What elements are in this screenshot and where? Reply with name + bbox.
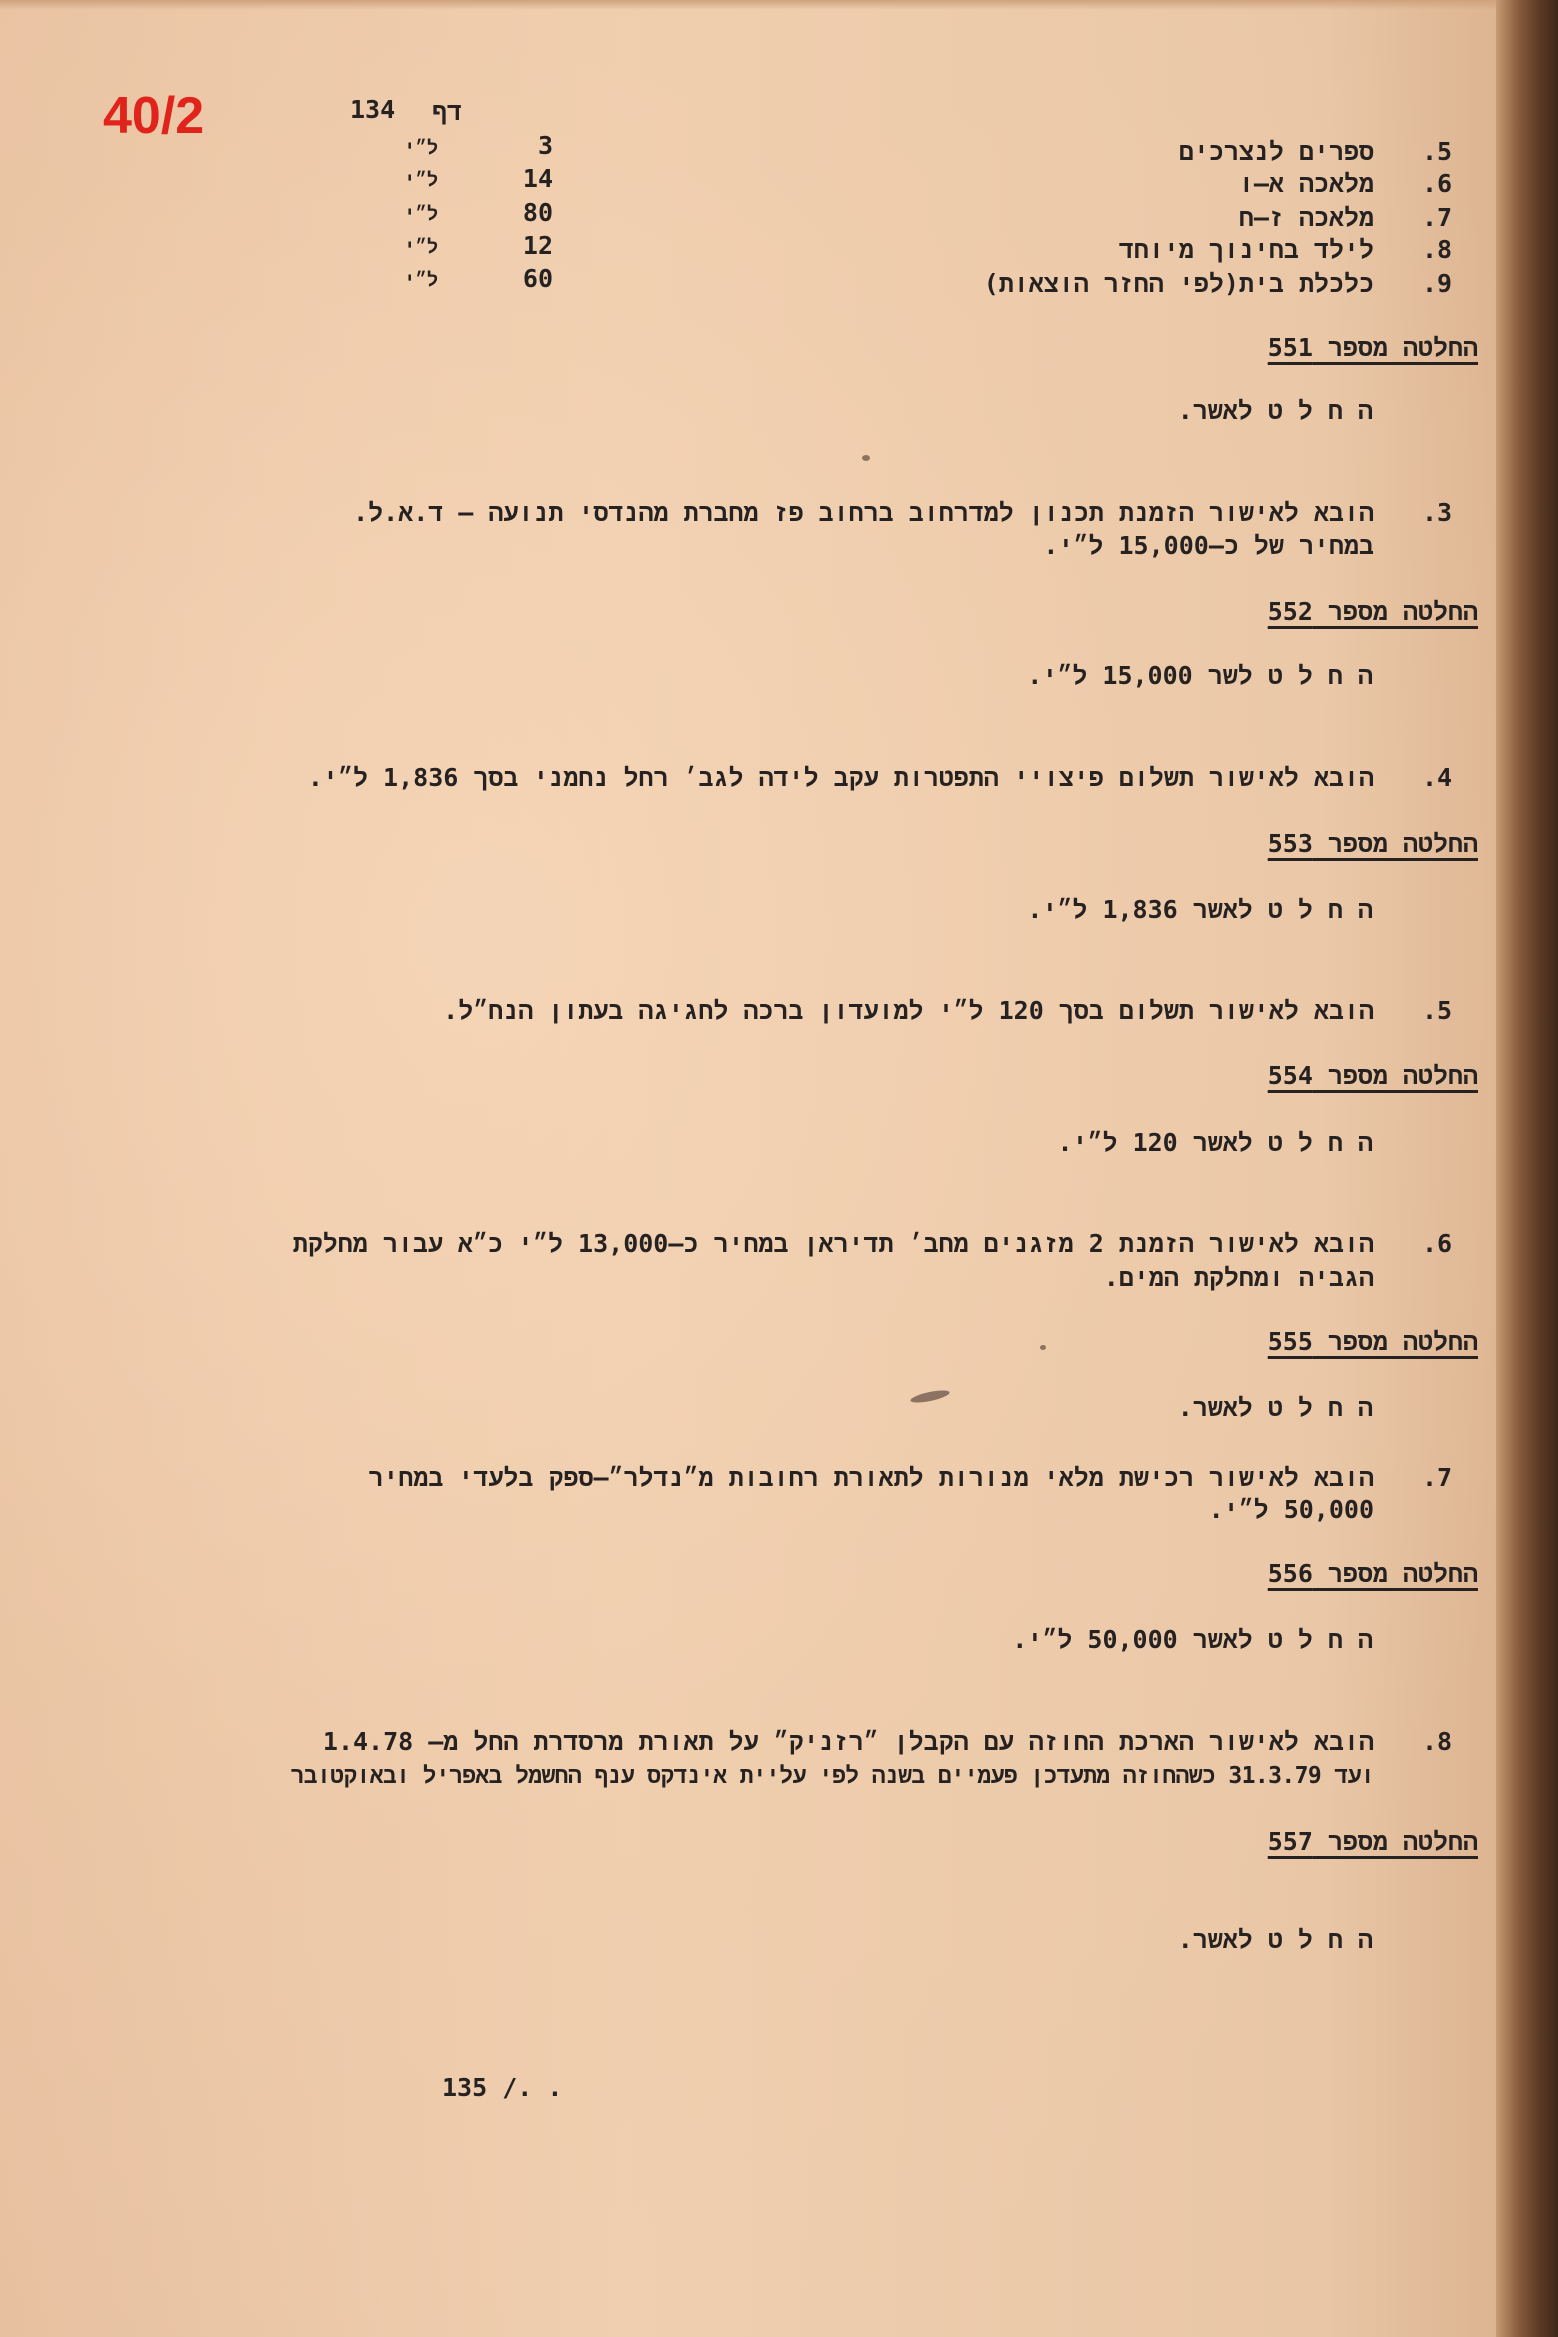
agenda-item-line: הובא לאישור רכישת מלאי מנורות לתאורת רחובות מ״נדלר״–ספק בלעדי במחיר: [368, 1463, 1374, 1492]
decision-heading: החלטה מספר 555: [1267, 1327, 1478, 1356]
agenda-item-line: הובא לאישור הזמנת 2 מזגנים מחב׳ תדיראן במחיר כ–13,000 ל״י כ״א עבור מחלקת: [292, 1229, 1374, 1258]
list-item-number: .9: [1422, 269, 1453, 298]
list-item-amount: 80: [522, 198, 553, 227]
agenda-item-number: .7: [1422, 1463, 1453, 1492]
agenda-item-number: .6: [1422, 1229, 1453, 1258]
decision-text: ה ח ל ט לשר 15,000 ל״י.: [1027, 661, 1373, 690]
page-label: דף: [432, 97, 463, 126]
page-top-edge: [0, 0, 1500, 10]
archive-stamp: 40/2: [103, 87, 205, 145]
list-item-unit: ל״י: [404, 203, 439, 225]
list-item-amount: 3: [537, 131, 553, 160]
decision-heading: החלטה מספר 557: [1267, 1827, 1478, 1856]
agenda-item-line: הובא לאישור הזמנת תכנון למדרחוב ברחוב פז מחברת מהנדסי תנועה – ד.א.ל.: [353, 498, 1374, 527]
agenda-item-line: במחיר של כ–15,000 ל״י.: [1043, 531, 1374, 560]
list-item-name: מלאכה ז–ח: [1238, 203, 1374, 232]
list-item-number: .5: [1422, 137, 1453, 166]
decision-heading: החלטה מספר 551: [1267, 333, 1478, 362]
paper-speck: [862, 455, 870, 461]
book-spine-shadow: [1496, 0, 1558, 2337]
page-number: 134: [350, 95, 396, 124]
decision-text: ה ח ל ט לאשר.: [1177, 396, 1373, 425]
list-item-number: .7: [1422, 203, 1453, 232]
list-item-number: .8: [1422, 235, 1453, 264]
list-item-unit: ל״י: [404, 269, 439, 291]
paper-speck: [1040, 1345, 1046, 1350]
agenda-item-number: .4: [1422, 763, 1453, 792]
decision-heading: החלטה מספר 556: [1267, 1559, 1478, 1588]
list-item-amount: 14: [522, 164, 553, 193]
agenda-item-line: הובא לאישור תשלום פיצויי התפטרות עקב לידה לגב׳ רחל נחמני בסך 1,836 ל״י.: [307, 763, 1374, 792]
paper-stain: [910, 1388, 951, 1405]
decision-text: ה ח ל ט לאשר.: [1177, 1925, 1373, 1954]
list-item-amount: 60: [522, 264, 553, 293]
agenda-item-number: .8: [1422, 1727, 1453, 1756]
list-item-unit: ל״י: [404, 236, 439, 258]
decision-text: ה ח ל ט לאשר 50,000 ל״י.: [1012, 1625, 1373, 1654]
decision-text: ה ח ל ט לאשר 120 ל״י.: [1057, 1128, 1373, 1157]
list-item-name: כלכלת בית(לפי החזר הוצאות): [983, 269, 1374, 298]
list-item-name: ספרים לנצרכים: [1178, 137, 1374, 166]
agenda-item-line: הובא לאישור תשלום בסך 120 ל״י למועדון ברכה לחגיגה בעתון הנח״ל.: [443, 996, 1374, 1025]
list-item-name: לילד בחינוך מיוחד: [1118, 235, 1374, 264]
list-item-unit: ל״י: [404, 137, 439, 159]
agenda-item-number: .3: [1422, 498, 1453, 527]
list-item-amount: 12: [522, 231, 553, 260]
agenda-item-line: הובא לאישור הארכת החוזה עם הקבלן ״רזניק״ על תאורת מרסדרת החל מ– 1.4.78: [322, 1727, 1374, 1756]
decision-heading: החלטה מספר 554: [1267, 1061, 1478, 1090]
list-item-number: .6: [1422, 169, 1453, 198]
agenda-item-line: הגביה ומחלקת המים.: [1103, 1263, 1374, 1292]
agenda-item-line: 50,000 ל״י.: [1208, 1495, 1374, 1524]
decision-heading: החלטה מספר 553: [1267, 829, 1478, 858]
decision-text: ה ח ל ט לאשר.: [1177, 1393, 1373, 1422]
decision-text: ה ח ל ט לאשר 1,836 ל״י.: [1027, 895, 1373, 924]
agenda-item-number: .5: [1422, 996, 1453, 1025]
list-item-unit: ל״י: [404, 169, 439, 191]
decision-heading: החלטה מספר 552: [1267, 597, 1478, 626]
agenda-item-line: ועד 31.3.79 כשהחוזה מתעדכן פעמיים בשנה לפי עליית אינדקס ענף החשמל באפריל ובאוקטובר: [290, 1763, 1374, 1789]
list-item-name: מלאכה א–ו: [1238, 169, 1374, 198]
next-page-marker: 135 /. .: [442, 2073, 563, 2102]
